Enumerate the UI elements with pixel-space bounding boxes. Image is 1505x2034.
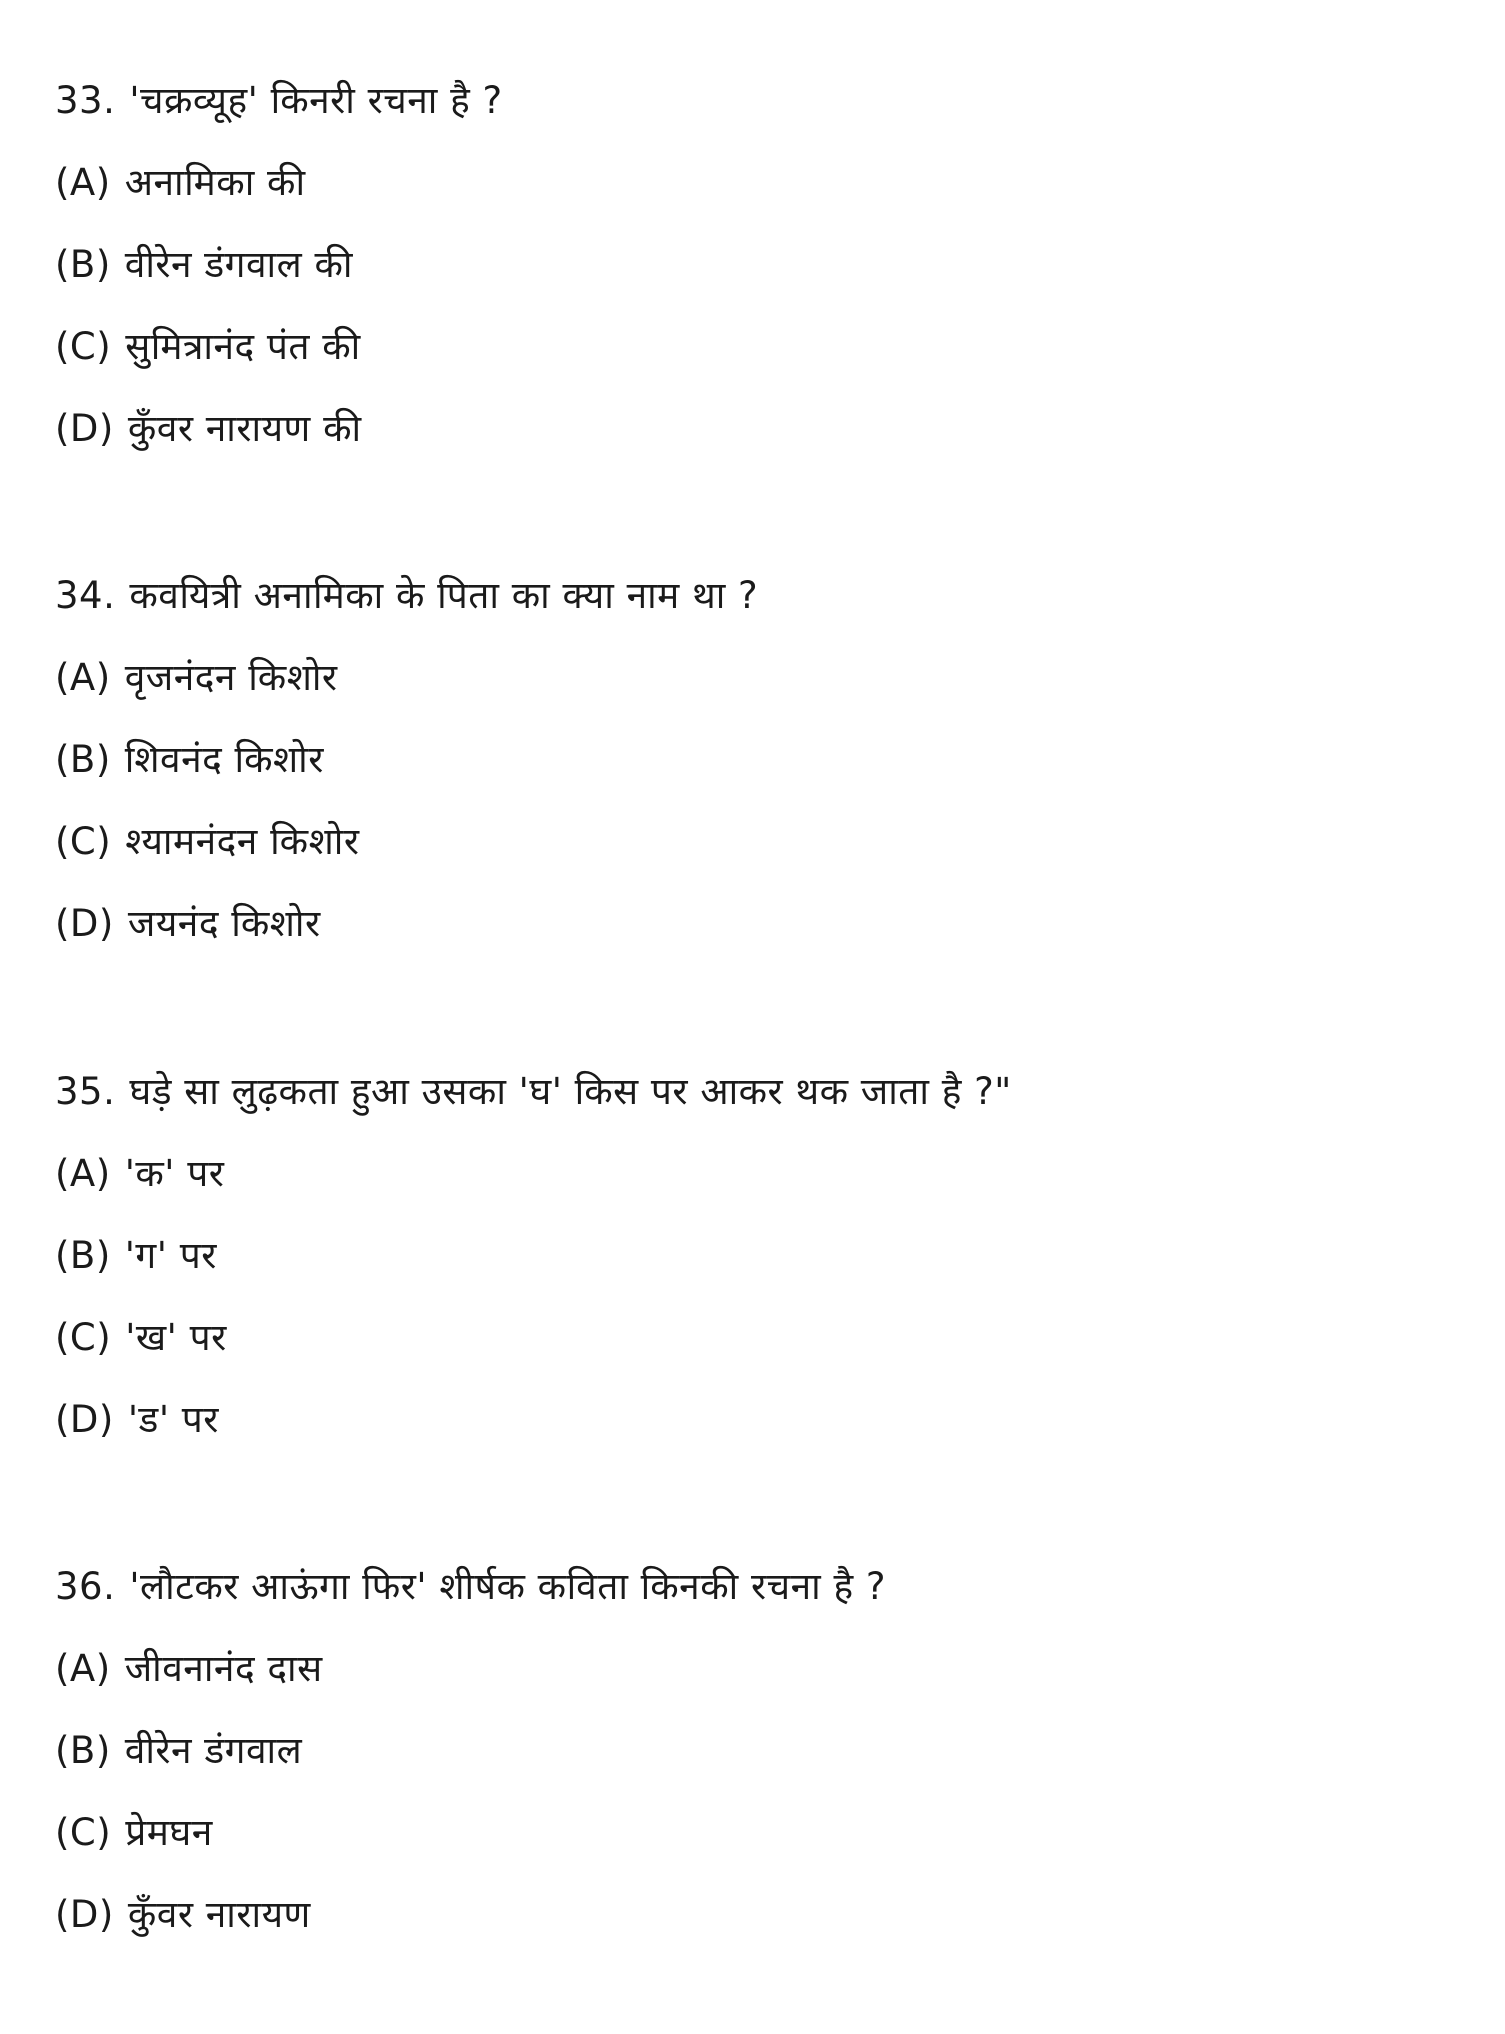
- option-label: (D): [55, 407, 114, 450]
- option-c: [55, 813, 1455, 895]
- option-text: कुँवर नारायण: [127, 1893, 311, 1936]
- question-36: [55, 1558, 1455, 1968]
- question-text: घड़े सा लुढ़कता हुआ उसका 'घ' किस पर आकर थक जाता है ?": [129, 1070, 1012, 1113]
- question-stem: [55, 1063, 1455, 1145]
- question-stem: [55, 567, 1455, 649]
- option-b: [55, 236, 1455, 318]
- question-stem: [55, 72, 1455, 154]
- option-b: [55, 1722, 1455, 1804]
- question-number: 35.: [55, 1070, 116, 1113]
- question-text: 'चक्रव्यूह' किनरी रचना है ?: [129, 79, 503, 122]
- option-d: [55, 1391, 1455, 1473]
- option-text: प्रेमघन: [125, 1811, 213, 1854]
- option-text: कुँवर नारायण की: [127, 407, 362, 450]
- option-label: (B): [55, 1234, 111, 1277]
- option-b: [55, 731, 1455, 813]
- option-label: (C): [55, 1811, 112, 1854]
- option-text: जीवनानंद दास: [124, 1647, 323, 1690]
- option-label: (D): [55, 1893, 114, 1936]
- option-label: (B): [55, 1729, 111, 1772]
- option-text: वीरेन डंगवाल: [124, 1729, 303, 1772]
- question-34: [55, 567, 1455, 977]
- option-label: (C): [55, 820, 112, 863]
- option-text: अनामिका की: [124, 161, 306, 204]
- option-label: (A): [55, 161, 111, 204]
- option-label: (C): [55, 325, 112, 368]
- option-d: [55, 895, 1455, 977]
- option-a: [55, 649, 1455, 731]
- option-text: 'ड' पर: [127, 1398, 219, 1441]
- option-text: 'ग' पर: [124, 1234, 217, 1277]
- question-35: [55, 1063, 1455, 1473]
- option-d: [55, 1886, 1455, 1968]
- option-a: [55, 1640, 1455, 1722]
- option-text: सुमित्रानंद पंत की: [125, 325, 361, 368]
- option-text: 'क' पर: [124, 1152, 225, 1195]
- question-stem: [55, 1558, 1455, 1640]
- option-text: श्यामनंदन किशोर: [125, 820, 360, 863]
- option-c: [55, 1804, 1455, 1886]
- option-label: (B): [55, 243, 111, 286]
- option-label: (B): [55, 738, 111, 781]
- option-text: 'ख' पर: [125, 1316, 227, 1359]
- option-a: [55, 154, 1455, 236]
- question-33: [55, 72, 1455, 482]
- question-number: 36.: [55, 1565, 116, 1608]
- option-c: [55, 1309, 1455, 1391]
- option-label: (A): [55, 1647, 111, 1690]
- question-number: 33.: [55, 79, 116, 122]
- option-label: (A): [55, 656, 111, 699]
- option-d: [55, 400, 1455, 482]
- question-number: 34.: [55, 574, 116, 617]
- option-label: (C): [55, 1316, 112, 1359]
- question-text: कवयित्री अनामिका के पिता का क्या नाम था ?: [129, 574, 759, 617]
- option-c: [55, 318, 1455, 400]
- option-label: (A): [55, 1152, 111, 1195]
- option-text: वीरेन डंगवाल की: [124, 243, 353, 286]
- option-text: वृजनंदन किशोर: [124, 656, 338, 699]
- option-a: [55, 1145, 1455, 1227]
- question-text: 'लौटकर आऊंगा फिर' शीर्षक कविता किनकी रचना है ?: [129, 1565, 887, 1608]
- option-b: [55, 1227, 1455, 1309]
- option-text: जयनंद किशोर: [127, 902, 321, 945]
- option-label: (D): [55, 1398, 114, 1441]
- option-label: (D): [55, 902, 114, 945]
- option-text: शिवनंद किशोर: [124, 738, 324, 781]
